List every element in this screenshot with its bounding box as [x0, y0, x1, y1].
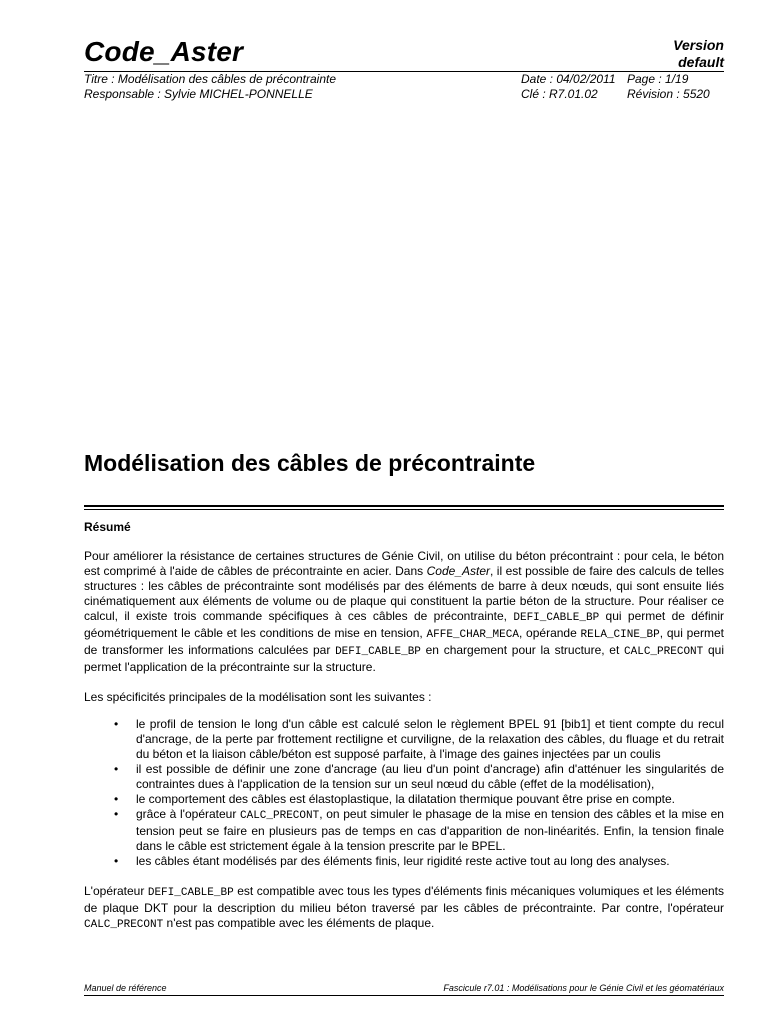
list-item: • les câbles étant modélisés par des éléments finis, leur rigidité reste active tout au long des analyses.: [136, 854, 724, 869]
specifics-list: [84, 717, 724, 869]
list-item: • le comportement des câbles est élastoplastique, la dilatation thermique pouvant être prise en compte.: [136, 792, 724, 807]
doc-meta-responsible: Responsable : Sylvie MICHEL-PONNELLE: [84, 87, 313, 101]
doc-meta-key: Clé : R7.01.02: [521, 87, 598, 101]
command-calc-precont: CALC_PRECONT: [84, 919, 164, 931]
summary-heading: Résumé: [84, 520, 131, 534]
document-content: [84, 520, 724, 933]
list-item: • le profil de tension le long d'un câble est calculé selon le règlement BPEL 91 [bib1] et tient compte du recul d'ancrage, de la perte par frottement rectiligne et curviligne, de la relaxation des câbles, du fluage et du retrait du béton et la liaison câble/béton est supposé parfaite, à l'image des gaines injectées par un coulis: [136, 717, 724, 762]
app-title: Code_Aster: [84, 36, 244, 67]
list-item: • grâce à l'opérateur CALC_PRECONT, on peut simuler le phasage de la mise en tension des câbles et la mise en tension peut se faire en plusieurs pas de temps en cas d'apparition de non-linéarités. Enfin, la tension finale dans le câble est strictement égale à la tension prescrite par le BPEL.: [136, 807, 724, 854]
footer-right: Fascicule r7.01 : Modélisations pour le Génie Civil et les géomatériaux: [443, 983, 724, 993]
version-value: default: [678, 54, 724, 70]
paragraph-gap: [84, 869, 724, 884]
version-label: Version: [673, 37, 724, 53]
specifics-intro: Les spécificités principales de la modélisation sont les suivantes :: [84, 690, 432, 704]
doc-meta-title: Titre : Modélisation des câbles de précontrainte: [84, 72, 337, 86]
command-defi-cable-bp: DEFI_CABLE_BP: [513, 612, 600, 624]
title-rule-thick: [84, 505, 724, 507]
document-title: Modélisation des câbles de précontrainte: [84, 450, 536, 476]
doc-meta-page: Page : 1/19: [627, 72, 689, 86]
command-defi-cable-bp: DEFI_CABLE_BP: [335, 646, 421, 658]
doc-meta-revision: Révision : 5520: [627, 87, 710, 101]
command-calc-precont: CALC_PRECONT: [240, 810, 320, 822]
command-affe-char-meca: AFFE_CHAR_MECA: [426, 629, 519, 641]
code-aster-ref: Code_Aster: [426, 564, 490, 578]
version-block: [673, 37, 724, 71]
intro-paragraph: Pour améliorer la résistance de certaines structures de Génie Civil, on utilise du béton précontraint : pour cela, le béton est comprimé à l'aide de câbles de précontrainte en acier. Dans Code_Aster, il est possible de faire des calculs de telles structures : les câbles de précontrainte sont modélisés par des éléments de barre à deux nœuds, qui sont ensuite liés cinématiquement aux éléments de volume ou de plaque qui constituent la partie béton de la structure. Pour réaliser ce calcul, il existe trois commande spécifiques à ces câbles de précontrainte, DEFI_CABLE_BP qui permet de définir géométriquement le câble et les conditions de mise en tension, AFFE_CHAR_MECA, opérande RELA_CINE_BP, qui permet de transformer les informations calculées par DEFI_CABLE_BP en chargement pour la structure, et CALC_PRECONT qui permet l'application de la précontrainte sur la structure.: [84, 549, 724, 674]
list-item: • il est possible de définir une zone d'ancrage (au lieu d'un point d'ancrage) afin d'atténuer les singularités de contraintes dues à l'application de la tension sur un seul nœud du câble (effet de la modélisation),: [136, 762, 724, 792]
command-rela-cine-bp: RELA_CINE_BP: [580, 629, 660, 641]
closing-paragraph: L'opérateur DEFI_CABLE_BP est compatible avec tous les types d'éléments finis mécaniques volumiques et les éléments de plaque DKT pour la description du milieu béton traversé par les câbles de précontrainte. Par contre, l'opérateur CALC_PRECONT n'est pas compatible avec les éléments de plaque.: [84, 884, 724, 931]
footer-left: Manuel de référence: [84, 983, 167, 993]
footer-rule: [84, 995, 724, 996]
doc-meta-date: Date : 04/02/2011: [521, 72, 616, 86]
title-rule-thin: [84, 509, 724, 510]
command-defi-cable-bp: DEFI_CABLE_BP: [147, 887, 234, 899]
paragraph-gap: [84, 675, 724, 690]
command-calc-precont: CALC_PRECONT: [624, 646, 704, 658]
